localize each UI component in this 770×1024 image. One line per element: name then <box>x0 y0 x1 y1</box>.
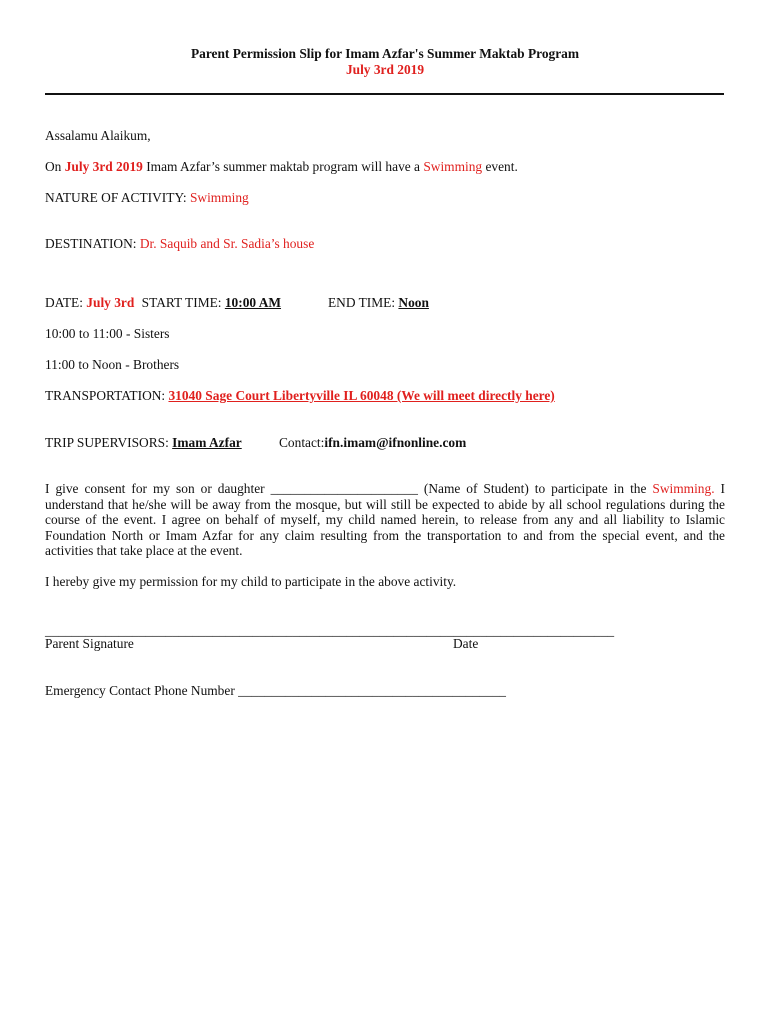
destination-line <box>45 236 314 252</box>
document-title: Parent Permission Slip for Imam Azfar's Summer Maktab Program <box>190 46 580 61</box>
emergency-contact-line <box>45 683 506 699</box>
consent-event: Swimming. <box>652 481 715 496</box>
transportation-value: 31040 Sage Court Libertyville IL 60048 (We will meet directly here) <box>168 388 555 403</box>
date-value: July 3rd <box>86 295 135 310</box>
slot-sisters: 10:00 to 11:00 - Sisters <box>45 326 170 341</box>
start-value: 10:00 AM <box>224 295 282 310</box>
supervisors-value: Imam Azfar <box>172 435 242 450</box>
intro-middle: Imam Azfar’s summer maktab program will have a <box>142 159 424 174</box>
end-label: END TIME: <box>328 295 399 310</box>
supervisors-label: TRIP SUPERVISORS: <box>45 435 173 450</box>
supervisors-line <box>45 435 242 451</box>
destination-label: DESTINATION: <box>45 236 140 251</box>
nature-line <box>45 190 249 206</box>
intro-date: July 3rd 2019 <box>64 159 143 174</box>
start-label: START TIME: <box>141 295 225 310</box>
contact-line <box>279 435 466 451</box>
transportation-line <box>45 388 555 404</box>
consent-part2: I understand that he/she will be away from the mosque, but will still be expected to abide by all school regulations during the course of the event. I agree on behalf of myself, my child named herein, to release from any and all liability to Islamic Foundation North or Imam Azfar for any claim resulting from the transportation to and from the special event, and the activities that take place at the event. <box>45 481 726 558</box>
contact-label: Contact: <box>279 435 325 450</box>
intro-event: Swimming <box>423 159 483 174</box>
date-signature-label: Date <box>453 636 479 651</box>
permission-statement: I hereby give my permission for my child to participate in the above activity. <box>45 574 457 589</box>
date-label: DATE: <box>45 295 87 310</box>
intro-line <box>45 159 518 175</box>
document-date: July 3rd 2019 <box>345 62 425 77</box>
intro-suffix: event. <box>482 159 518 174</box>
header-rule <box>45 93 724 95</box>
contact-value: ifn.imam@ifnonline.com <box>324 435 467 450</box>
end-value: Noon <box>398 295 429 310</box>
transportation-label: TRANSPORTATION: <box>45 388 169 403</box>
emergency-contact-label: Emergency Contact Phone Number <box>45 683 235 698</box>
signature-line[interactable]: _____________________________________________________________________________________ <box>45 623 615 638</box>
nature-label: NATURE OF ACTIVITY: <box>45 190 190 205</box>
parent-signature-label: Parent Signature <box>45 636 134 651</box>
consent-paragraph <box>45 481 725 559</box>
nature-value: Swimming <box>189 190 249 205</box>
end-time-line <box>328 295 429 311</box>
emergency-contact-field[interactable]: ________________________________________ <box>238 683 506 698</box>
consent-part1: I give consent for my son or daughter ______________________ (Name of Student) to participate in the <box>45 481 653 496</box>
destination-value: Dr. Saquib and Sr. Sadia’s house <box>139 236 315 251</box>
schedule-line <box>45 295 281 311</box>
greeting: Assalamu Alaikum, <box>45 128 151 143</box>
intro-prefix: On <box>45 159 65 174</box>
slot-brothers: 11:00 to Noon - Brothers <box>45 357 180 372</box>
document-header <box>0 46 770 78</box>
